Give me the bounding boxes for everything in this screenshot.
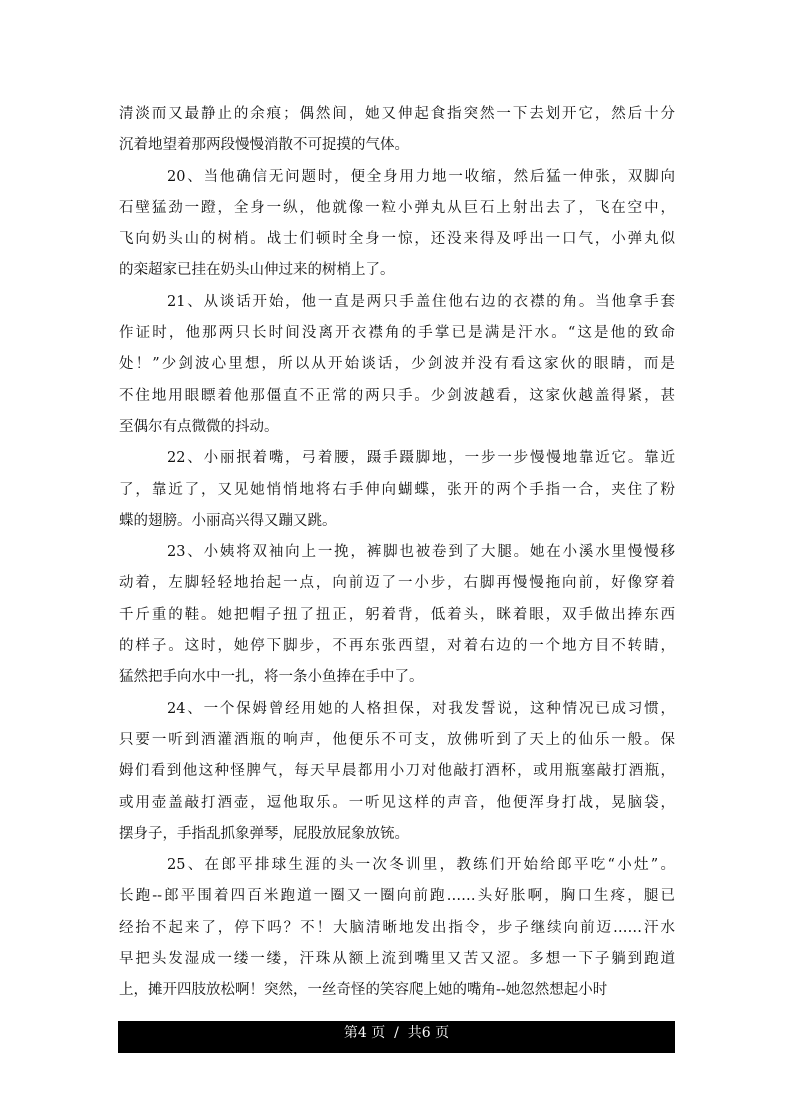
text-line: 20、当他确信无问题时，便全身用力地一收缩，然后猛一伸张，双脚向 bbox=[167, 168, 675, 185]
text-line: 只要一听到酒灌酒瓶的响声，他便乐不可支，放佛听到了天上的仙乐一般。保 bbox=[119, 731, 675, 748]
text-line: 上，摊开四肢放松啊！突然，一丝奇怪的笑容爬上她的嘴角--她忽然想起小时 bbox=[119, 982, 608, 999]
text-line: 姆们看到他这种怪脾气，每天早晨都用小刀对他敲打酒杯，或用瓶塞敲打酒瓶， bbox=[119, 763, 675, 780]
text-line: 蝶的翅膀。小丽高兴得又蹦又跳。 bbox=[119, 512, 337, 529]
text-line: 的样子。这时，她停下脚步，不再东张西望，对着右边的一个地方目不转睛， bbox=[119, 638, 675, 655]
total-pages-number: 6 bbox=[421, 1025, 431, 1041]
text-line: 经抬不起来了，停下吗？不！大脑清晰地发出指令，步子继续向前迈……汗水 bbox=[119, 919, 675, 936]
text-line: 或用壶盖敲打酒壶，逗他取乐。一听见这样的声音，他便浑身打战，晃脑袋， bbox=[119, 794, 675, 811]
text-line: 飞向奶头山的树梢。战士们顿时全身一惊，还没来得及呼出一口气，小弹丸似 bbox=[119, 231, 675, 248]
text-line: 了，靠近了，又见她悄悄地将右手伸向蝴蝶，张开的两个手指一合，夹住了粉 bbox=[119, 481, 675, 498]
current-page-number: 4 bbox=[357, 1025, 367, 1041]
text-line: 早把头发湿成一缕一缕，汗珠从额上流到嘴里又苦又涩。多想一下子躺到跑道 bbox=[119, 951, 675, 968]
text-line: 处！”少剑波心里想，所以从开始谈话，少剑波并没有看这家伙的眼睛，而是 bbox=[119, 356, 675, 373]
paragraph bbox=[119, 694, 675, 850]
text-line: 25、在郎平排球生涯的头一次冬训里，教练们开始给郎平吃“小灶”。 bbox=[167, 857, 675, 874]
paragraph bbox=[119, 850, 675, 1006]
text-line: 千斤重的鞋。她把帽子扭了扭正，躬着背，低着头，眯着眼，双手做出捧东西 bbox=[119, 606, 675, 623]
footer-separator: 页 / 共 bbox=[366, 1025, 422, 1041]
text-line: 23、小姨将双袖向上一挽，裤脚也被卷到了大腿。她在小溪水里慢慢移 bbox=[167, 544, 675, 561]
text-line: 摆身子，手指乱抓象弹琴，屁股放屁象放铳。 bbox=[119, 825, 409, 842]
text-line: 至偶尔有点微微的抖动。 bbox=[119, 418, 279, 435]
paragraph bbox=[119, 537, 675, 693]
text-line: 沉着地望着那两段慢慢消散不可捉摸的气体。 bbox=[119, 137, 409, 154]
text-line: 21、从谈话开始，他一直是两只手盖住他右边的衣襟的角。当他拿手套 bbox=[167, 293, 675, 310]
text-line: 的栾超家已挂在奶头山伸过来的树梢上了。 bbox=[119, 262, 395, 279]
page-footer bbox=[118, 1021, 675, 1053]
footer-prefix: 第 bbox=[343, 1025, 358, 1041]
paragraph bbox=[119, 287, 675, 443]
text-line: 长跑--郎平围着四百米跑道一圈又一圈向前跑……头好胀啊，胸口生疼，腿已 bbox=[119, 888, 675, 905]
paragraph bbox=[119, 162, 675, 287]
footer-suffix: 页 bbox=[430, 1025, 450, 1041]
text-line: 不住地用眼瞟着他那僵直不正常的两只手。少剑波越看，这家伙越盖得紧，甚 bbox=[119, 387, 675, 404]
text-line: 猛然把手向水中一扎，将一条小鱼捧在手中了。 bbox=[119, 669, 424, 686]
text-line: 石壁猛劲一蹬，全身一纵，他就像一粒小弹丸从巨石上射出去了，飞在空中， bbox=[119, 199, 675, 216]
paragraph bbox=[119, 443, 675, 537]
text-line: 22、小丽抿着嘴，弓着腰，蹑手蹑脚地，一步一步慢慢地靠近它。靠近 bbox=[167, 450, 675, 467]
text-line: 清淡而又最静止的余痕；偶然间，她又伸起食指突然一下去划开它，然后十分 bbox=[119, 106, 675, 122]
text-line: 作证时，他那两只长时间没离开衣襟角的手掌已是满是汗水。“这是他的致命 bbox=[119, 325, 675, 342]
text-line: 动着，左脚轻轻地抬起一点，向前迈了一小步，右脚再慢慢拖向前，好像穿着 bbox=[119, 575, 675, 592]
body-text bbox=[119, 99, 675, 1007]
paragraph bbox=[119, 99, 675, 162]
text-line: 24、一个保姆曾经用她的人格担保，对我发誓说，这种情况已成习惯， bbox=[167, 700, 675, 717]
